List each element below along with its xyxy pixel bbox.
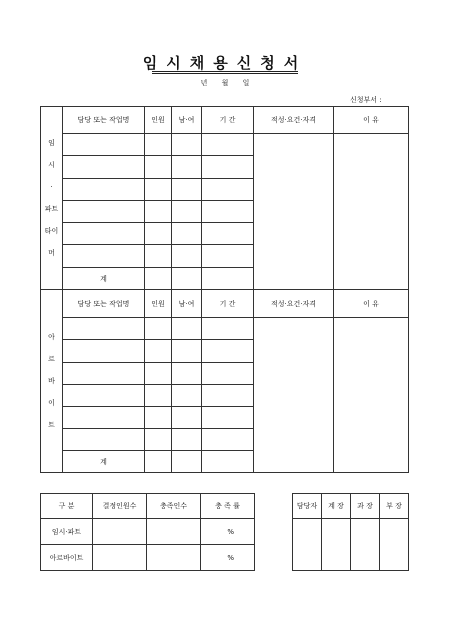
entry-cell-period[interactable] [202, 201, 254, 223]
section-label-char: 파트 [44, 205, 59, 213]
entry-cell-qualification[interactable] [254, 318, 334, 473]
entry-cell-count[interactable] [145, 407, 172, 429]
entry-cell-task[interactable] [63, 407, 145, 429]
total-cell-count[interactable] [145, 268, 172, 290]
entry-cell-gender[interactable] [172, 318, 202, 340]
entry-cell-period[interactable] [202, 318, 254, 340]
approval-header: 부 장 [380, 494, 409, 519]
section-label-char: 아 [48, 333, 55, 341]
entry-cell-period[interactable] [202, 429, 254, 451]
entry-cell-count[interactable] [145, 385, 172, 407]
column-header-qualification: 적성·요건·자격 [254, 290, 334, 318]
entry-cell-task[interactable] [63, 134, 145, 156]
entry-cell-reason[interactable] [334, 318, 409, 473]
entry-cell-gender[interactable] [172, 363, 202, 385]
total-cell-period[interactable] [202, 268, 254, 290]
total-label: 계 [63, 451, 145, 473]
column-header-qualification: 적성·요건·자격 [254, 107, 334, 134]
page-title: 임시채용신청서 [142, 54, 308, 72]
entry-cell-gender[interactable] [172, 385, 202, 407]
entry-cell-task[interactable] [63, 245, 145, 268]
department-label: 신청부서 : [350, 96, 382, 104]
section-label-char: 임 [48, 139, 55, 147]
table-row [41, 318, 409, 340]
summary-rate-cell[interactable]: % [201, 519, 255, 545]
section-label-char: 트 [48, 421, 55, 429]
column-header-task: 담당 또는 작업명 [63, 107, 145, 134]
entry-cell-period[interactable] [202, 223, 254, 245]
approval-header: 담당자 [293, 494, 322, 519]
date-line: 년 월 일 [200, 79, 250, 87]
entry-cell-qualification[interactable] [254, 134, 334, 290]
entry-cell-count[interactable] [145, 134, 172, 156]
column-header-reason: 이 유 [334, 107, 409, 134]
summary-row-label: 아르바이트 [41, 545, 93, 571]
summary-cell[interactable] [93, 545, 147, 571]
summary-row-label: 임시·파트 [41, 519, 93, 545]
approval-header: 계 장 [322, 494, 351, 519]
entry-cell-gender[interactable] [172, 156, 202, 179]
approval-table [292, 493, 409, 571]
summary-header: 구 분 [41, 494, 93, 519]
section-label-char: 타이 [44, 227, 59, 235]
section-label-char: 이 [48, 399, 55, 407]
entry-cell-task[interactable] [63, 156, 145, 179]
entry-cell-gender[interactable] [172, 134, 202, 156]
entry-cell-period[interactable] [202, 245, 254, 268]
total-label: 계 [63, 268, 145, 290]
entry-cell-count[interactable] [145, 223, 172, 245]
column-header-count: 인원 [145, 107, 172, 134]
entry-cell-count[interactable] [145, 179, 172, 201]
title-underline-2 [152, 73, 298, 74]
summary-table [40, 493, 255, 571]
column-header-gender: 남·여 [172, 290, 202, 318]
entry-cell-period[interactable] [202, 363, 254, 385]
entry-cell-count[interactable] [145, 245, 172, 268]
summary-cell[interactable] [147, 519, 201, 545]
column-header-period: 기 간 [202, 290, 254, 318]
entry-cell-task[interactable] [63, 340, 145, 363]
total-cell-gender[interactable] [172, 268, 202, 290]
column-header-gender: 남·여 [172, 107, 202, 134]
entry-cell-task[interactable] [63, 201, 145, 223]
entry-cell-period[interactable] [202, 340, 254, 363]
entry-cell-gender[interactable] [172, 223, 202, 245]
entry-cell-task[interactable] [63, 318, 145, 340]
section-label-char: 바 [48, 377, 55, 385]
section-label-char: 르 [48, 355, 55, 363]
entry-cell-count[interactable] [145, 201, 172, 223]
total-cell-period[interactable] [202, 451, 254, 473]
entry-cell-task[interactable] [63, 179, 145, 201]
summary-cell[interactable] [93, 519, 147, 545]
signature-box[interactable] [322, 519, 351, 571]
table-row [41, 134, 409, 156]
summary-header: 충족인수 [147, 494, 201, 519]
column-header-count: 인원 [145, 290, 172, 318]
entry-cell-period[interactable] [202, 156, 254, 179]
entry-cell-gender[interactable] [172, 201, 202, 223]
entry-cell-gender[interactable] [172, 340, 202, 363]
entry-cell-gender[interactable] [172, 429, 202, 451]
entry-cell-gender[interactable] [172, 179, 202, 201]
total-cell-count[interactable] [145, 451, 172, 473]
entry-cell-period[interactable] [202, 134, 254, 156]
total-cell-gender[interactable] [172, 451, 202, 473]
entry-cell-count[interactable] [145, 340, 172, 363]
arbeit-section-label [41, 290, 63, 473]
entry-cell-gender[interactable] [172, 245, 202, 268]
section-label-char: 머 [48, 249, 55, 257]
column-header-task: 담당 또는 작업명 [63, 290, 145, 318]
temp-part-timer-section-label [41, 107, 63, 290]
entry-cell-count[interactable] [145, 363, 172, 385]
entry-cell-task[interactable] [63, 363, 145, 385]
entry-cell-task[interactable] [63, 223, 145, 245]
entry-cell-period[interactable] [202, 407, 254, 429]
entry-cell-period[interactable] [202, 385, 254, 407]
signature-box[interactable] [293, 519, 322, 571]
summary-header: 충 족 률 [201, 494, 255, 519]
column-header-period: 기 간 [202, 107, 254, 134]
entry-cell-count[interactable] [145, 429, 172, 451]
entry-cell-gender[interactable] [172, 407, 202, 429]
column-header-reason: 이 유 [334, 290, 409, 318]
approval-header: 과 장 [351, 494, 380, 519]
entry-cell-count[interactable] [145, 318, 172, 340]
entry-cell-task[interactable] [63, 429, 145, 451]
summary-header: 결정인원수 [93, 494, 147, 519]
section-label-char: 시 [48, 161, 55, 169]
entry-cell-period[interactable] [202, 179, 254, 201]
main-table [40, 106, 409, 473]
title-underline [152, 71, 298, 72]
summary-rate-cell[interactable]: % [201, 545, 255, 571]
entry-cell-reason[interactable] [334, 134, 409, 290]
summary-cell[interactable] [147, 545, 201, 571]
signature-box[interactable] [380, 519, 409, 571]
signature-box[interactable] [351, 519, 380, 571]
section-label-char: · [50, 183, 53, 191]
entry-cell-count[interactable] [145, 156, 172, 179]
entry-cell-task[interactable] [63, 385, 145, 407]
